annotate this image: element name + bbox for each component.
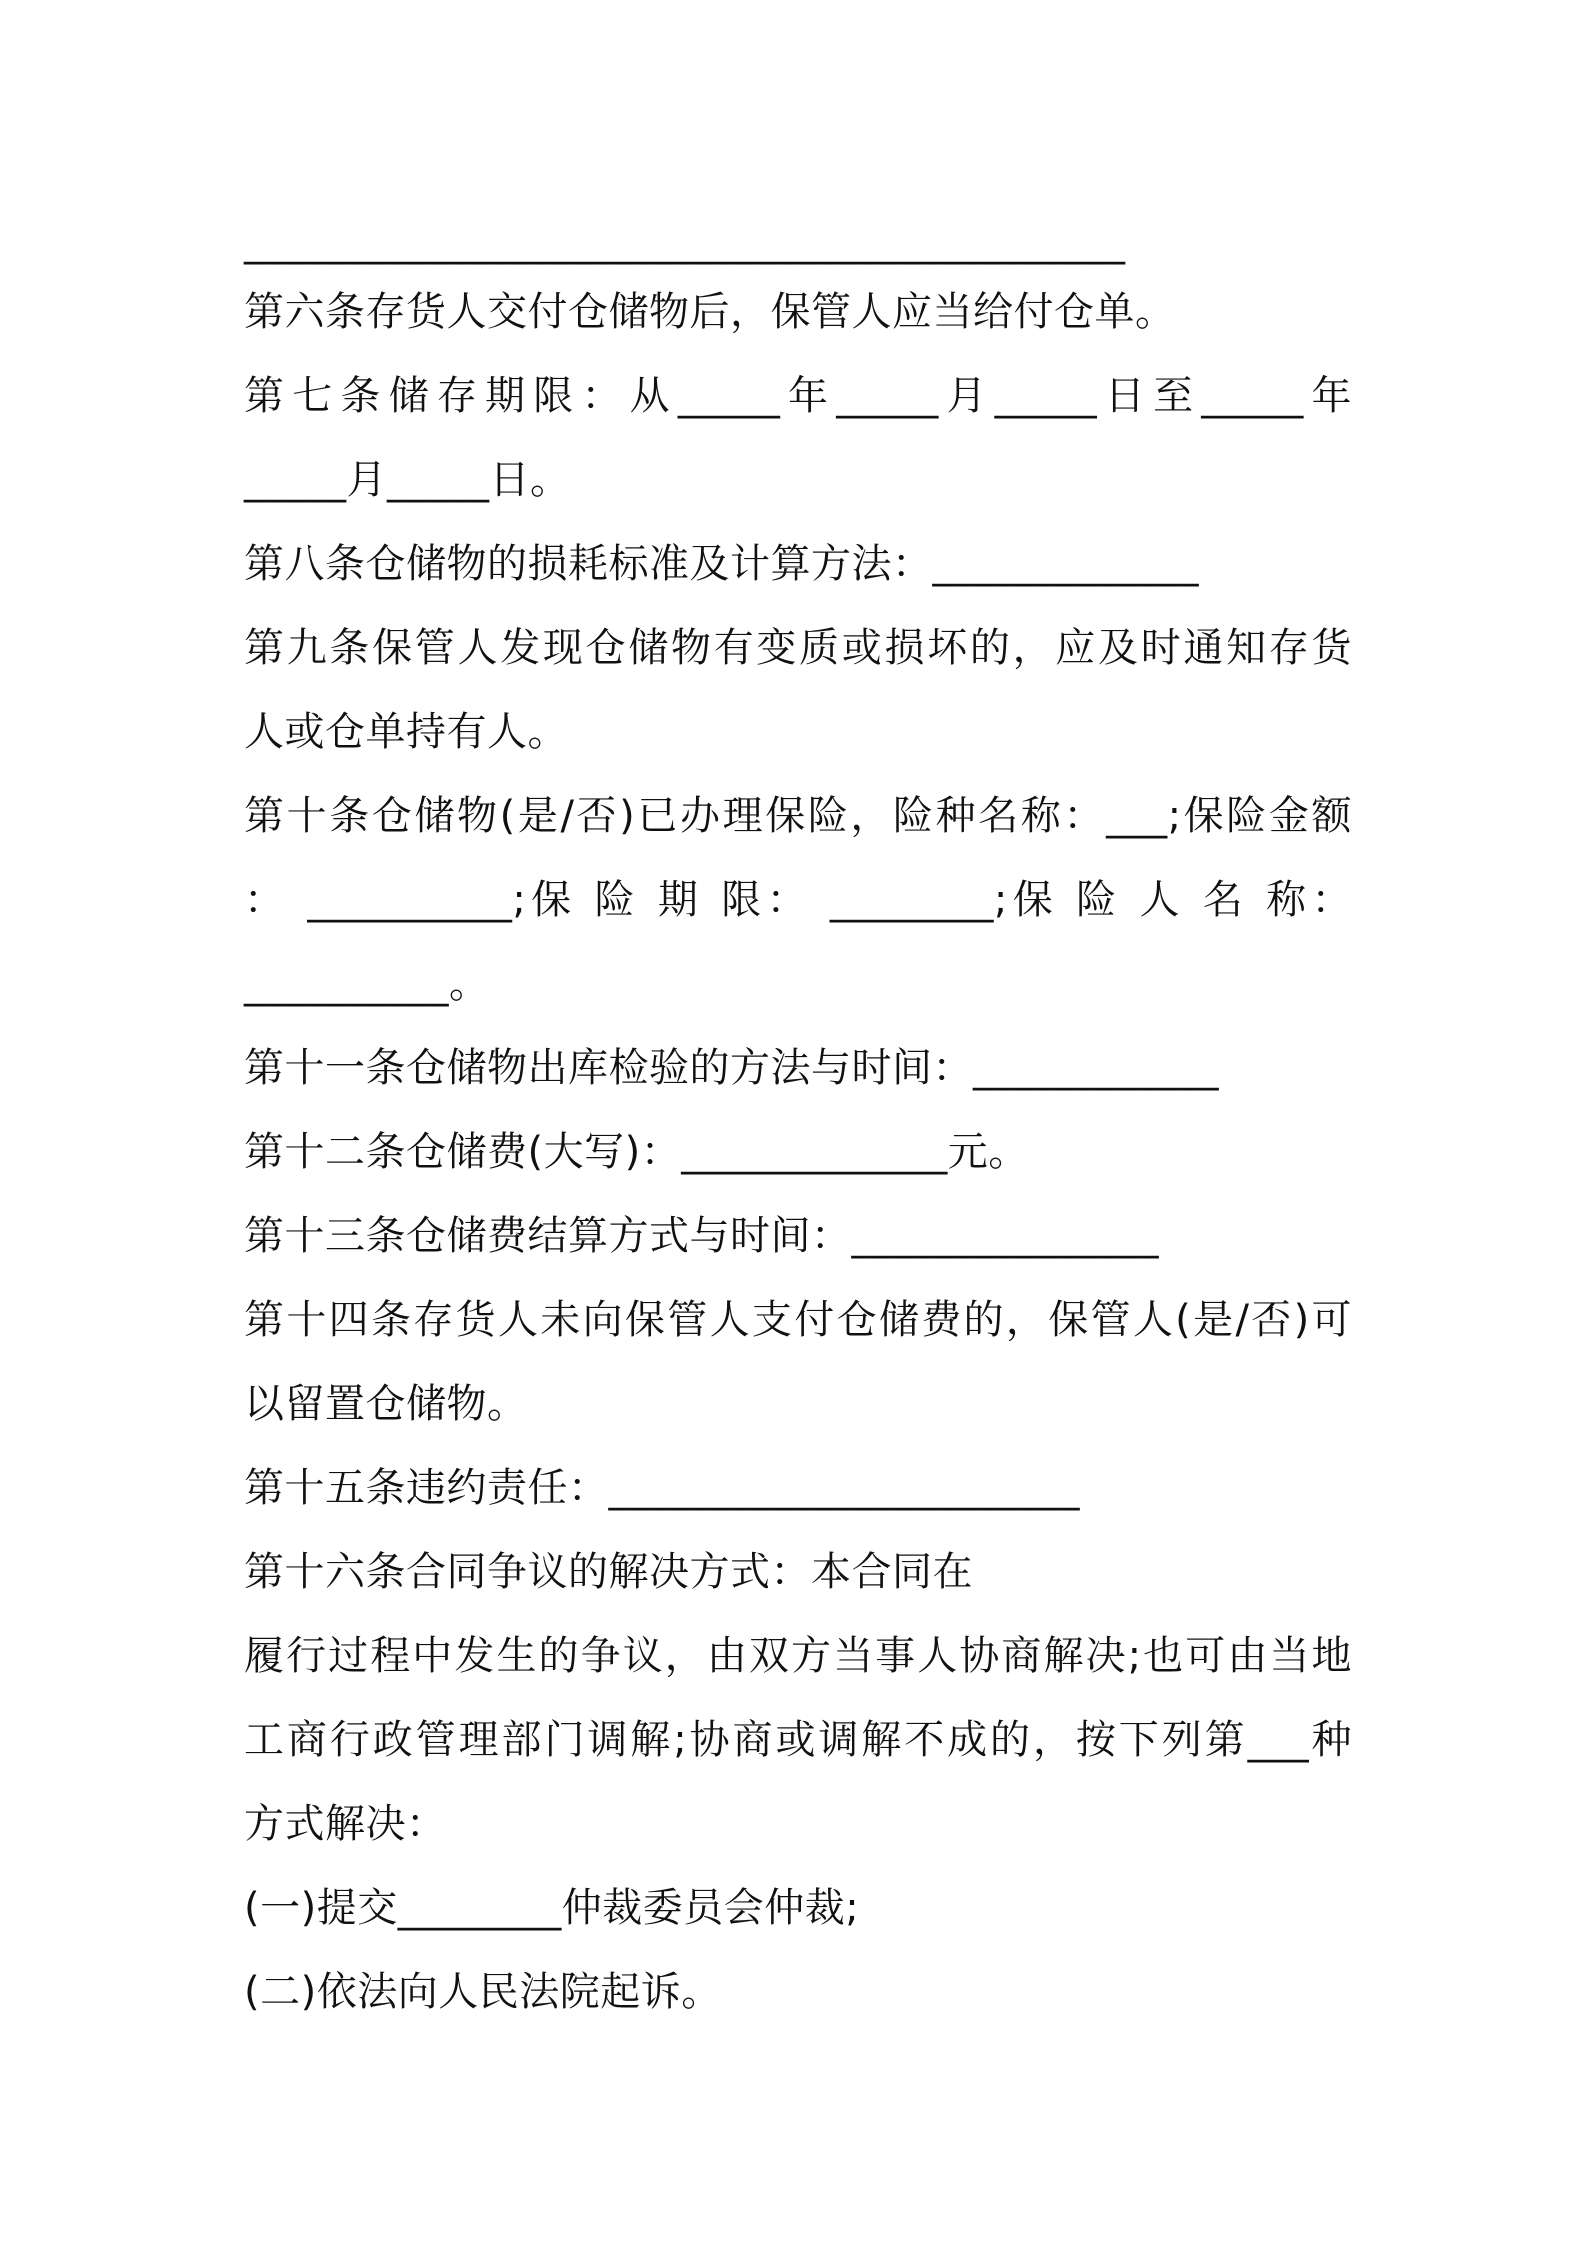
article-16-line-2: 履行过程中发生的争议，由双方当事人协商解决;也可由当地 (244, 1633, 1352, 1679)
article-10-line-1: 第十条仓储物(是/否)已办理保险，险种名称：___;保险金额 (244, 793, 1352, 839)
article-10-line-2: ： __________;保 险 期 限： ________;保 险 人 名 称： (244, 877, 1352, 923)
blank-line: ___________________________________________ (244, 219, 1126, 265)
article-8: 第八条仓储物的损耗标准及计算方法：_____________ (244, 541, 1199, 587)
article-16-line-3: 工商行政管理部门调解;协商或调解不成的，按下列第___种 (244, 1717, 1352, 1763)
article-7-line-2: _____月_____日。 (244, 457, 571, 503)
article-12: 第十二条仓储费(大写)：_____________元。 (244, 1129, 1029, 1175)
article-9-line-1: 第九条保管人发现仓储物有变质或损坏的，应及时通知存货 (244, 625, 1352, 671)
article-14-line-2: 以留置仓储物。 (244, 1381, 528, 1427)
article-15: 第十五条违约责任：_______________________ (244, 1465, 1080, 1511)
article-6: 第六条存货人交付仓储物后，保管人应当给付仓单。 (244, 289, 1176, 335)
article-16-line-4: 方式解决： (244, 1801, 447, 1847)
article-16-option-2: (二)依法向人民法院起诉。 (244, 1969, 722, 2015)
article-14-line-1: 第十四条存货人未向保管人支付仓储费的，保管人(是/否)可 (244, 1297, 1352, 1343)
article-16-line-1: 第十六条合同争议的解决方式：本合同在 (244, 1549, 973, 1595)
article-7-line-1: 第七条储存期限：从_____年_____月_____日至_____年 (244, 373, 1352, 419)
article-11: 第十一条仓储物出库检验的方法与时间：____________ (244, 1045, 1219, 1091)
article-10-line-3: __________。 (244, 961, 490, 1007)
article-13: 第十三条仓储费结算方式与时间：_______________ (244, 1213, 1159, 1259)
article-16-option-1: (一)提交________仲裁委员会仲裁; (244, 1885, 860, 1931)
article-9-line-2: 人或仓单持有人。 (244, 709, 568, 755)
